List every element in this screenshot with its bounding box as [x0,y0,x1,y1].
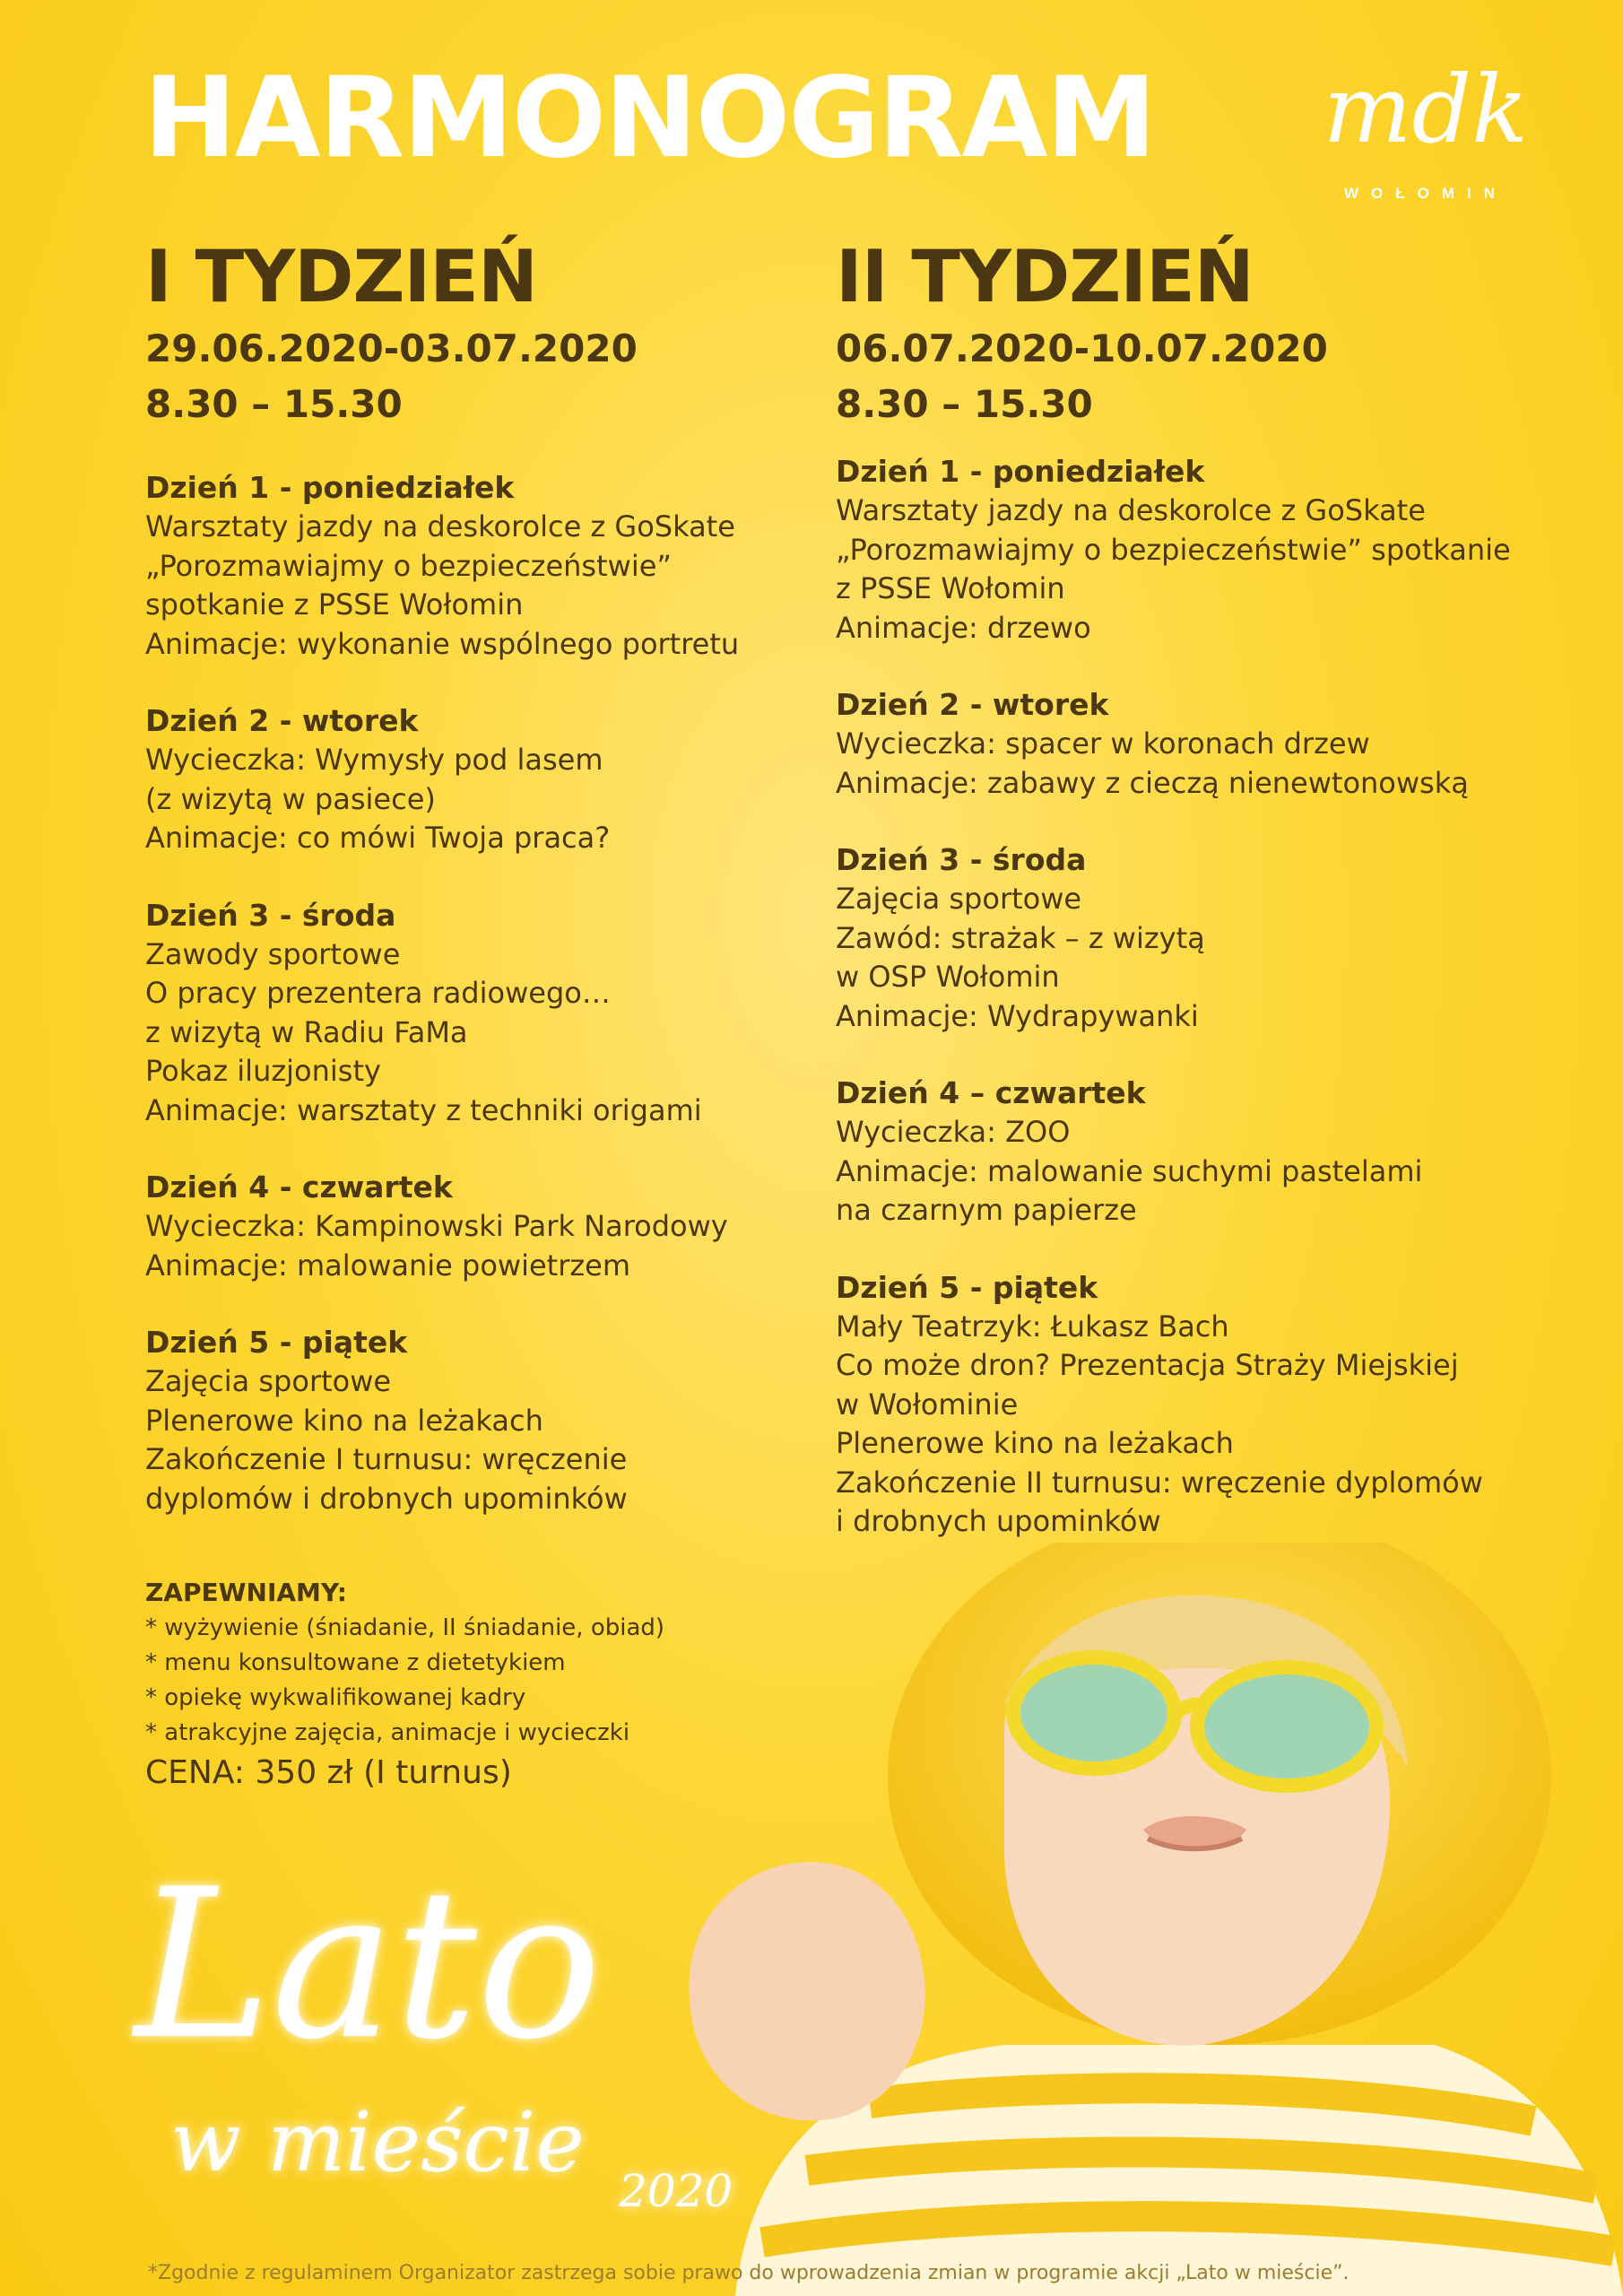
lato-w-miescie-lettering [108,1812,789,2224]
day-activity: i drobnych upominków [836,1504,1161,1538]
day-activity: z PSSE Wołomin [836,571,1065,605]
week-dates: 06.07.2020-10.07.2020 [836,326,1328,370]
day-block [836,452,1553,648]
week-title: I TYDZIEŃ [145,235,537,318]
day-activity: Animacje: drzewo [836,610,1091,645]
day-block [836,1074,1553,1231]
day-activity: na czarnym papierze [836,1193,1137,1227]
day-activity: Wycieczka: Kampinowski Park Narodowy [145,1209,728,1243]
day-activity: w Wołominie [836,1387,1019,1422]
logo-script: mdk [1323,55,1529,164]
day-activity: Animacje: co mówi Twoja praca? [145,821,611,855]
day-block [836,840,1553,1036]
lettering-main: Lato [135,1846,602,2085]
day-activity: O pracy prezentera radiowego… [145,976,611,1010]
week-title: II TYDZIEŃ [836,235,1254,318]
day-block [145,701,863,858]
day-heading: Dzień 3 - środa [145,897,396,933]
week-dates: 29.06.2020-03.07.2020 [145,326,638,370]
day-list [836,452,1553,1542]
day-activity: Warsztaty jazdy na deskorolce z GoSkate [145,509,735,544]
day-activity: Animacje: Wydrapywanki [836,998,1199,1033]
day-activity: Zawody sportowe [145,936,401,971]
day-heading: Dzień 2 - wtorek [145,703,419,738]
day-activity: (z wizytą w pasiece) [145,781,436,816]
day-activity: dyplomów i drobnych upominków [145,1481,628,1516]
week-hours: 8.30 – 15.30 [836,382,1093,426]
day-activity: Wycieczka: ZOO [836,1115,1071,1149]
logo-subtitle: WOŁOMIN [1343,185,1508,202]
week-2-column [836,233,1553,1579]
day-heading: Dzień 5 - piątek [836,1269,1098,1305]
day-heading: Dzień 2 - wtorek [836,687,1109,722]
day-heading: Dzień 5 - piątek [145,1325,408,1360]
day-activity: Animacje: warsztaty z techniki origami [145,1092,702,1127]
day-block [836,685,1553,803]
day-activity: Plenerowe kino na leżakach [836,1426,1234,1460]
day-activity: „Porozmawiajmy o bezpieczeństwie” spotkanie [836,532,1511,567]
guarantee-heading: ZAPEWNIAMY: [145,1578,347,1607]
day-activity: Pokaz iluzjonisty [145,1054,381,1088]
day-activity: Wycieczka: Wymysły pod lasem [145,743,603,777]
day-block [145,1168,863,1285]
week-1-column [145,233,863,1556]
day-activity: Wycieczka: spacer w koronach drzew [836,726,1370,761]
day-activity: Animacje: malowanie suchymi pastelami [836,1153,1423,1188]
day-block [145,468,863,664]
mdk-logo [1300,55,1551,215]
day-activity: w OSP Wołomin [836,960,1060,994]
guarantee-item: * atrakcyjne zajęcia, animacje i wycieczki [145,1719,630,1746]
day-activity: Animacje: malowanie powietrzem [145,1248,631,1283]
day-activity: Zakończenie II turnusu: wręczenie dyplomów [836,1465,1483,1500]
day-heading: Dzień 3 - środa [836,842,1087,877]
day-activity: z wizytą w Radiu FaMa [145,1014,468,1049]
day-activity: Zawód: strażak – z wizytą [836,920,1205,955]
day-list [145,468,863,1518]
guarantee-item: * menu konsultowane z dietetykiem [145,1649,566,1676]
day-heading: Dzień 4 – czwartek [836,1075,1146,1110]
day-block [836,1268,1553,1542]
day-block [145,1323,863,1518]
day-activity: Co może dron? Prezentacja Straży Miejskiej [836,1348,1459,1382]
day-activity: Zakończenie I turnusu: wręczenie [145,1442,628,1476]
price: CENA: 350 zł (I turnus) [145,1754,512,1791]
day-activity: Animacje: wykonanie wspólnego portretu [145,626,740,661]
day-block [145,896,863,1131]
day-activity: Zajęcia sportowe [145,1364,392,1398]
day-heading: Dzień 1 - poniedziałek [836,454,1205,489]
day-activity: „Porozmawiajmy o bezpieczeństwie” [145,548,672,583]
day-activity: Plenerowe kino na leżakach [145,1403,543,1438]
day-activity: spotkanie z PSSE Wołomin [145,587,524,622]
guarantee-item: * wyżywienie (śniadanie, II śniadanie, obiad) [145,1614,665,1641]
lettering-sub: w mieście [170,2094,585,2190]
day-heading: Dzień 1 - poniedziałek [145,470,515,505]
lettering-year: 2020 [619,2165,733,2217]
page-title: HARMONOGRAM [143,54,1155,183]
day-activity: Warsztaty jazdy na deskorolce z GoSkate [836,493,1426,527]
footnote: *Zgodnie z regulaminem Organizator zastrzega sobie prawo do wprowadzenia zmian w programie akcji „Lato w mieście”. [148,2262,1350,2284]
guarantee-section [145,1575,863,1796]
day-activity: Mały Teatrzyk: Łukasz Bach [836,1309,1229,1344]
guarantee-item: * opiekę wykwalifikowanej kadry [145,1684,526,1711]
day-heading: Dzień 4 - czwartek [145,1170,453,1205]
day-activity: Zajęcia sportowe [836,882,1082,916]
week-hours: 8.30 – 15.30 [145,382,403,426]
day-activity: Animacje: zabawy z cieczą nienewtonowską [836,765,1469,800]
